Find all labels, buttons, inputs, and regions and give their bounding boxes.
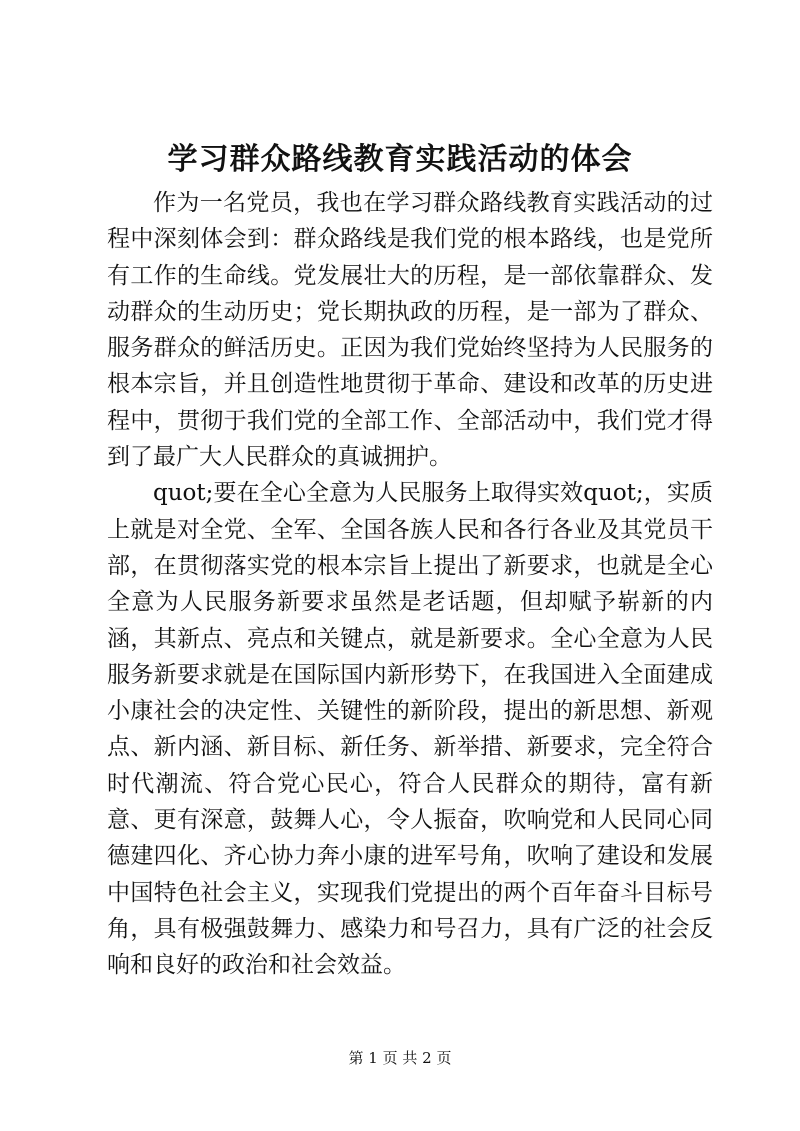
document-title: 学习群众路线教育实践活动的体会	[167, 142, 633, 177]
paragraph-2: quot;要在全心全意为人民服务上取得实效quot;，实质上就是对全党、全军、全国各族人民和各行各业及其党员干部，在贯彻落实党的根本宗旨上提出了新要求，也就是全心全意为人民服务新要求虽然是老话题，但却赋予崭新的内涵，其新点、亮点和关键点，就是新要求。全心全意为人民服务新要求就是在国际国内新形势下，在我国进入全面建成小康社会的决定性、关键性的新阶段，提出的新思想、新观点、新内涵、新目标、新任务、新举措、新要求，完全符合时代潮流、符合党心民心，符合人民群众的期待，富有新意、更有深意，鼓舞人心，令人振奋，吹响党和人民同心同德建四化、齐心协力奔小康的进军号角，吹响了建设和发展中国特色社会主义，实现我们党提出的两个百年奋斗目标号角，具有极强鼓舞力、感染力和号召力，具有广泛的社会反响和良好的政治和社会效益。	[107, 480, 713, 979]
page-number-footer: 第 1 页 共 2 页	[348, 1049, 452, 1067]
document-body	[107, 185, 713, 984]
paragraph-1: 作为一名党员，我也在学习群众路线教育实践活动的过程中深刻体会到：群众路线是我们党的根本路线，也是党所有工作的生命线。党发展壮大的历程，是一部依靠群众、发动群众的生动历史；党长期执政的历程，是一部为了群众、服务群众的鲜活历史。正因为我们党始终坚持为人民服务的根本宗旨，并且创造性地贯彻于革命、建设和改革的历史进程中，贯彻于我们党的全部工作、全部活动中，我们党才得到了最广大人民群众的真诚拥护。	[107, 190, 713, 471]
